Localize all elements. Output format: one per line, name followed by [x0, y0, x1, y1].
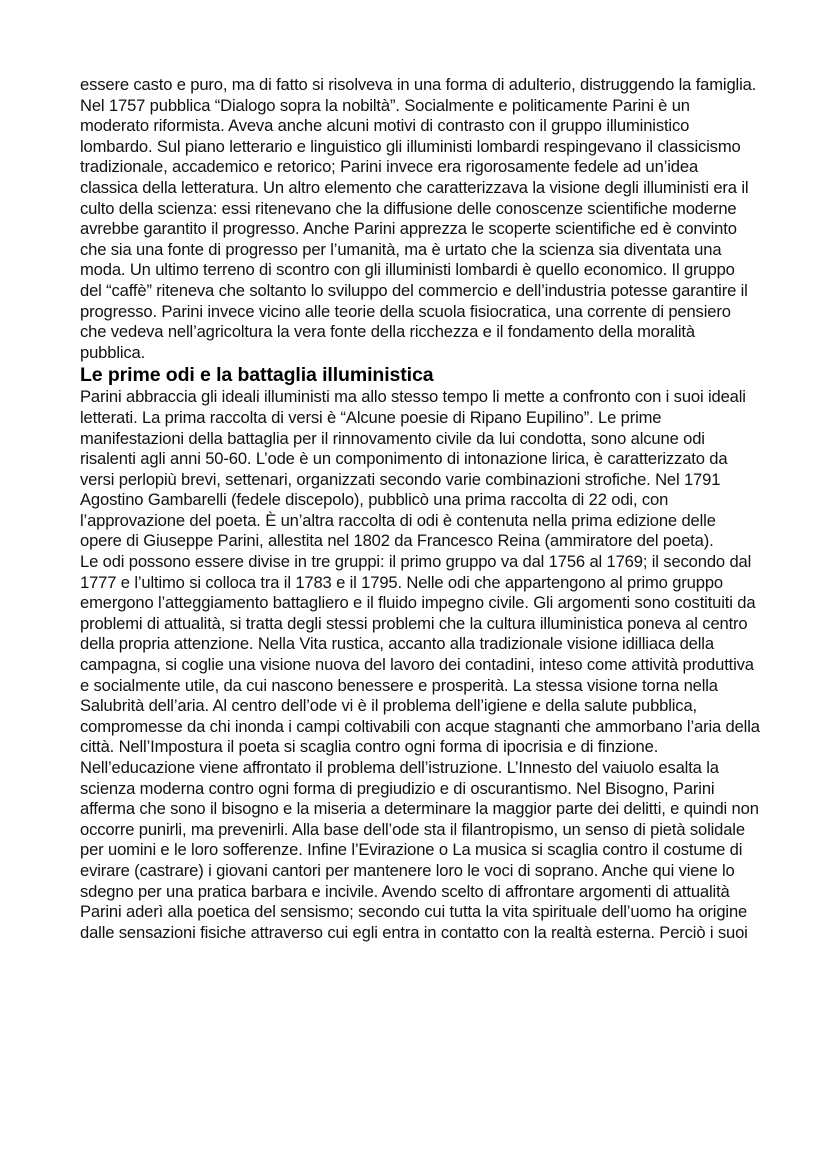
paragraph-intro: essere casto e puro, ma di fatto si risolveva in una forma di adulterio, distruggendo la famiglia. Nel 1757 pubblica “Dialogo sopra la nobiltà”. Socialmente e politicamente Parini è un moderato riformista. Aveva anche alcuni motivi di contrasto con il gruppo illuministico lombardo. Sul piano letterario e linguistico gli illuministi lombardi respingevano il classicismo tradizionale, accademico e retorico; Parini invece era rigorosamente fedele ad un’idea classica della letteratura. Un altro elemento che caratterizzava la visione degli illuministi era il culto della scienza: essi ritenevano che la diffusione delle conoscenze scientifiche moderne avrebbe garantito il progresso. Anche Parini apprezza le scoperte scientifiche ed è convinto che sia una fonte di progresso per l’umanità, ma è urtato che la scienza sia diventata una moda. Un ultimo terreno di scontro con gli illuministi lombardi è quello economico. Il gruppo del “caffè” riteneva che soltanto lo sviluppo del commercio e dell’industria potesse garantire il progresso. Parini invece vicino alle teorie della scuola fisiocratica, una corrente di pensiero che vedeva nell’agricoltura la vera fonte della ricchezza e il fondamento della moralità pubblica.: [80, 75, 757, 362]
paragraph-first-odes: Parini abbraccia gli ideali illuministi ma allo stesso tempo li mette a confronto con i suoi ideali letterati. La prima raccolta di versi è “Alcune poesie di Ripano Eupilino”. Le prime manifestazioni della battaglia per il rinnovamento civile da lui condotta, sono alcune odi risalenti agli anni 50-60. L’ode è un componimento di intonazione lirica, è caratterizzato da versi perlopiù brevi, settenari, organizzati secondo varie combinazioni strofiche. Nel 1791 Agostino Gambarelli (fedele discepolo), pubblicò una prima raccolta di 22 odi, con l’approvazione del poeta. È un’altra raccolta di odi è contenuta nella prima edizione delle opere di Giuseppe Parini, allestita nel 1802 da Francesco Reina (ammiratore del poeta).: [80, 387, 746, 551]
section-heading: Le prime odi e la battaglia illuministica: [80, 364, 434, 387]
document-page: [80, 75, 760, 943]
paragraph-ode-groups: Le odi possono essere divise in tre gruppi: il primo gruppo va dal 1756 al 1769; il secondo dal 1777 e l’ultimo si colloca tra il 1783 e il 1795. Nelle odi che appartengono al primo gruppo emergono l’atteggiamento battagliero e il fluido impegno civile. Gli argomenti sono costituiti da problemi di attualità, si tratta degli stessi problemi che la cultura illuministica poneva al centro della propria attenzione. Nella Vita rustica, accanto alla tradizionale visione idilliaca della campagna, si coglie una visione nuova del lavoro dei contadini, inteso come attività produttiva e socialmente utile, da cui nascono benessere e prosperità. La stessa visione torna nella Salubrità dell’aria. Al centro dell’ode vi è il problema dell’igiene e della salute pubblica, compromesse da chi inonda i campi coltivabili con acque stagnanti che ammorbano l’aria della città. Nell’Impostura il poeta si scaglia contro ogni forma di ipocrisia e di finzione. Nell’educazione viene affrontato il problema dell’istruzione. L’Innesto del vaiuolo esalta la scienza moderna contro ogni forma di pregiudizio e di oscurantismo. Nel Bisogno, Parini afferma che sono il bisogno e la miseria a determinare la maggior parte dei delitti, e quindi non occorre punirli, ma prevenirli. Alla base dell’ode sta il filantropismo, un senso di pietà solidale per uomini e le loro sofferenze. Infine l’Evirazione o La musica si scaglia contro il costume di evirare (castrare) i giovani cantori per mantenere loro le voci di soprano. Anche qui viene lo sdegno per una pratica barbara e incivile. Avendo scelto di affrontare argomenti di attualità Parini aderì alla poetica del sensismo; secondo cui tutta la vita spirituale dell’uomo ha origine dalle sensazioni fisiche attraverso cui egli entra in contatto con la realtà esterna. Perciò i suoi: [80, 552, 760, 942]
